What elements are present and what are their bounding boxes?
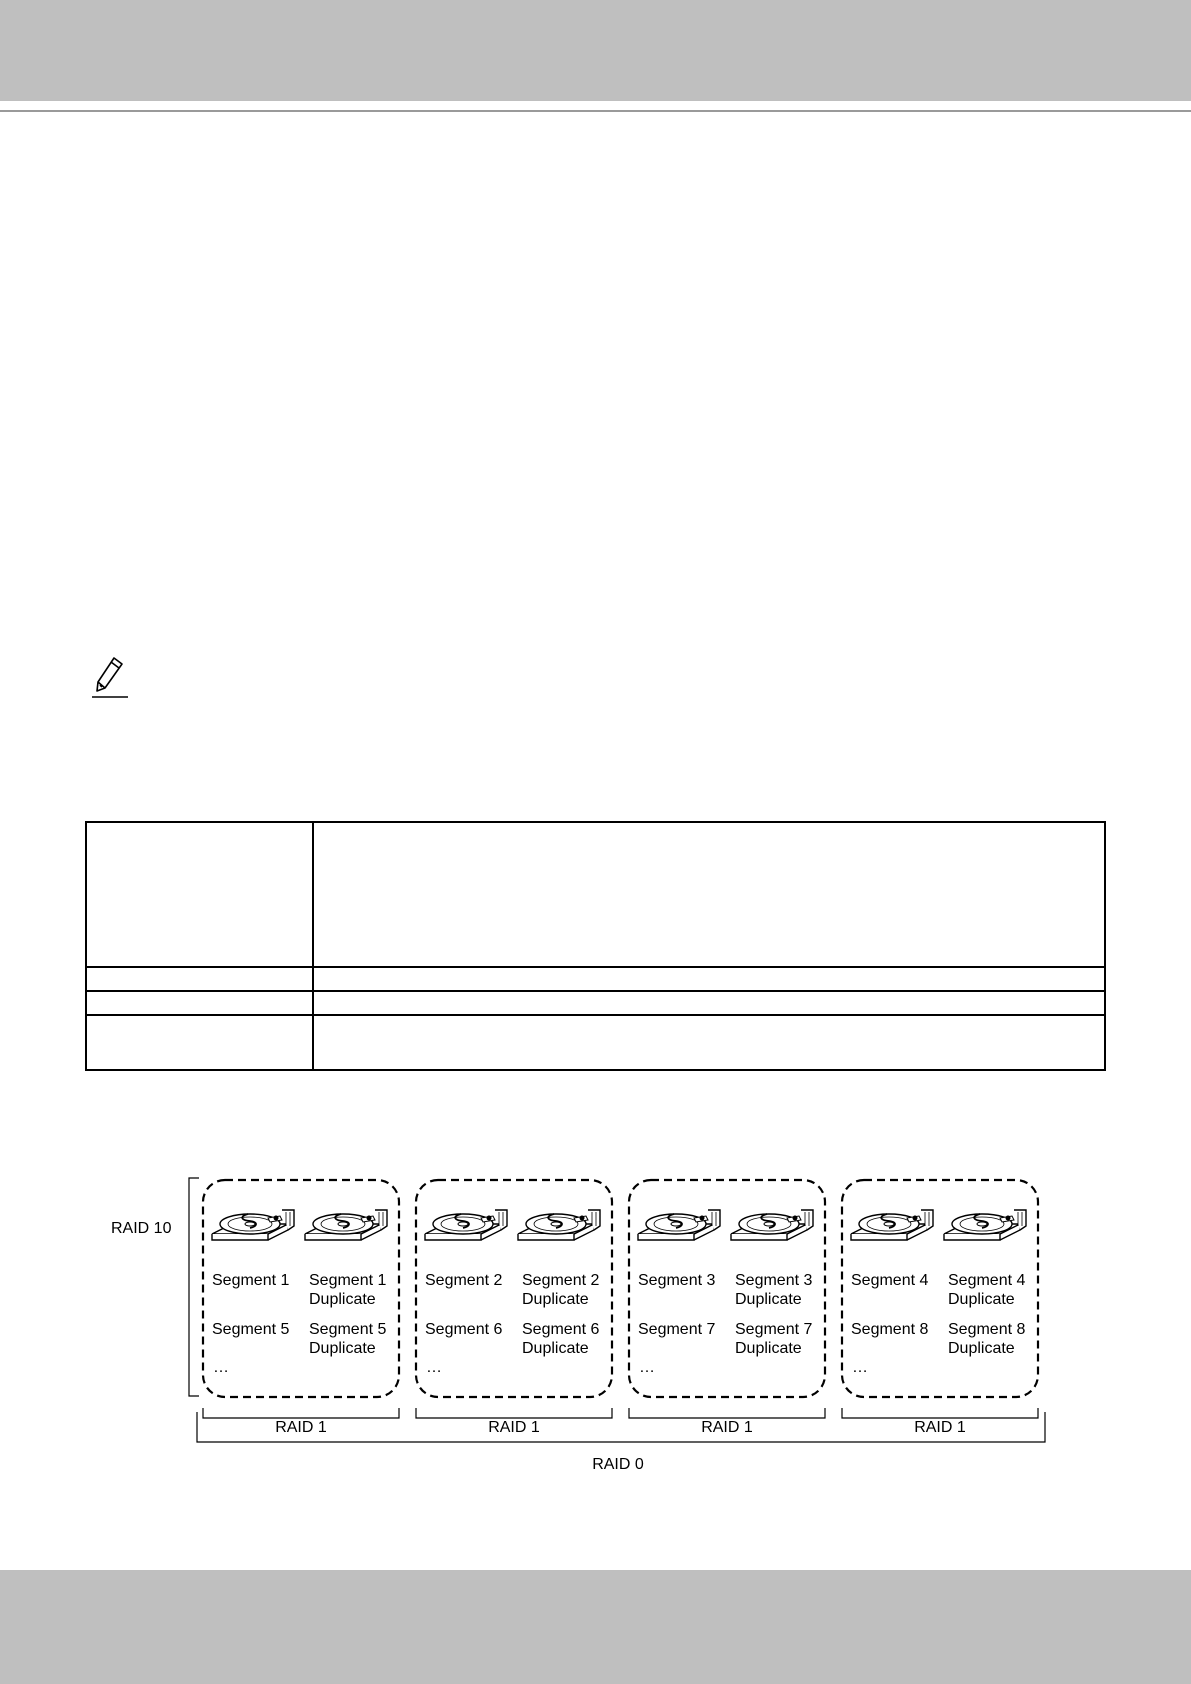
- hard-disk-icon: [518, 1210, 600, 1240]
- segment-label: Segment 4: [948, 1272, 1026, 1289]
- hard-disk-icon: [851, 1210, 933, 1240]
- segment-label: Segment 4: [851, 1272, 929, 1289]
- ellipsis: …: [213, 1359, 229, 1376]
- segment-label: Segment 7: [638, 1321, 716, 1338]
- table-row: [86, 991, 1105, 1015]
- ellipsis: …: [639, 1359, 655, 1376]
- segment-label: Segment 5: [309, 1321, 387, 1338]
- table-cell: [313, 1015, 1105, 1070]
- table-cell: [86, 822, 313, 967]
- table-row: [86, 822, 1105, 967]
- table-cell: [313, 991, 1105, 1015]
- duplicate-label: Duplicate: [735, 1291, 802, 1308]
- raid10-diagram: [0, 1170, 1191, 1480]
- raid10-label: RAID 10: [111, 1220, 172, 1237]
- duplicate-label: Duplicate: [735, 1340, 802, 1357]
- raid1-bracket: [842, 1408, 1038, 1418]
- specification-table: [85, 821, 1106, 1071]
- duplicate-label: Duplicate: [948, 1340, 1015, 1357]
- hard-disk-icon: [944, 1210, 1026, 1240]
- table-cell: [86, 1015, 313, 1070]
- segment-label: Segment 6: [425, 1321, 503, 1338]
- hard-disk-icon: [731, 1210, 813, 1240]
- segment-label: Segment 3: [638, 1272, 716, 1289]
- header-divider: [0, 110, 1191, 112]
- segment-label: Segment 6: [522, 1321, 600, 1338]
- segment-label: Segment 1: [212, 1272, 290, 1289]
- raid1-label: RAID 1: [914, 1419, 966, 1436]
- table-cell: [86, 967, 313, 991]
- segment-label: Segment 2: [522, 1272, 600, 1289]
- duplicate-label: Duplicate: [309, 1340, 376, 1357]
- raid1-label: RAID 1: [701, 1419, 753, 1436]
- hard-disk-icon: [212, 1210, 294, 1240]
- table-row: [86, 1015, 1105, 1070]
- raid1-bracket: [203, 1408, 399, 1418]
- ellipsis: …: [852, 1359, 868, 1376]
- duplicate-label: Duplicate: [522, 1340, 589, 1357]
- raid0-label: RAID 0: [592, 1456, 644, 1473]
- segment-label: Segment 3: [735, 1272, 813, 1289]
- raid1-bracket: [629, 1408, 825, 1418]
- pencil-note-icon: [90, 655, 130, 701]
- segment-label: Segment 7: [735, 1321, 813, 1338]
- hard-disk-icon: [425, 1210, 507, 1240]
- segment-label: Segment 1: [309, 1272, 387, 1289]
- table-cell: [313, 967, 1105, 991]
- table-row: [86, 967, 1105, 991]
- raid1-label: RAID 1: [488, 1419, 540, 1436]
- raid1-group-4: [842, 1180, 1038, 1436]
- page-footer-band: [0, 1570, 1191, 1684]
- duplicate-label: Duplicate: [309, 1291, 376, 1308]
- segment-label: Segment 8: [851, 1321, 929, 1338]
- hard-disk-icon: [638, 1210, 720, 1240]
- hard-disk-icon: [305, 1210, 387, 1240]
- table-cell: [313, 822, 1105, 967]
- segment-label: Segment 5: [212, 1321, 290, 1338]
- ellipsis: …: [426, 1359, 442, 1376]
- duplicate-label: Duplicate: [948, 1291, 1015, 1308]
- segment-label: Segment 8: [948, 1321, 1026, 1338]
- raid1-group-1: [203, 1180, 399, 1436]
- page-header-band: [0, 0, 1191, 101]
- raid1-bracket: [416, 1408, 612, 1418]
- raid1-label: RAID 1: [275, 1419, 327, 1436]
- raid1-group-2: [416, 1180, 612, 1436]
- raid1-group-3: [629, 1180, 825, 1436]
- segment-label: Segment 2: [425, 1272, 503, 1289]
- raid10-bracket: [189, 1178, 199, 1396]
- duplicate-label: Duplicate: [522, 1291, 589, 1308]
- table-cell: [86, 991, 313, 1015]
